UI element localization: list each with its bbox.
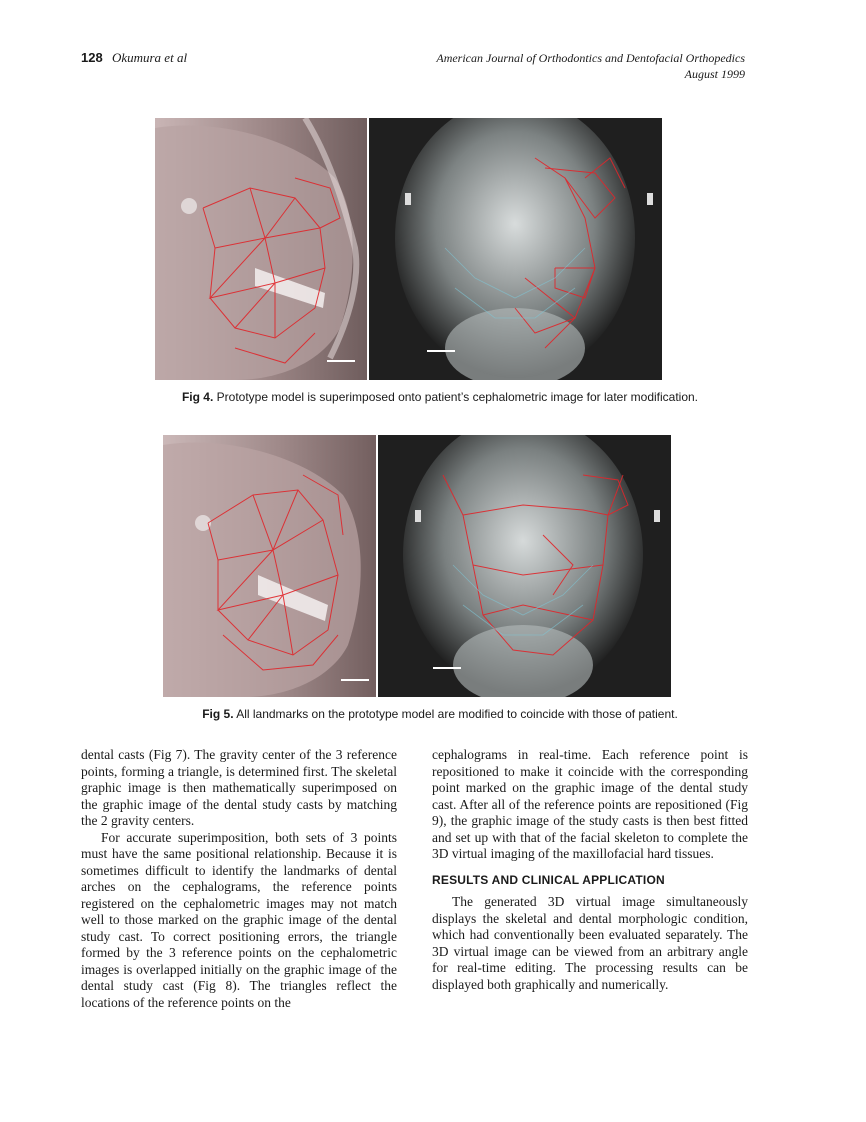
- section-heading: RESULTS AND CLINICAL APPLICATION: [432, 872, 665, 887]
- figure-4-label: Fig 4.: [181, 390, 214, 404]
- figure-4-image: [155, 118, 662, 380]
- figure-5-image: [163, 435, 671, 697]
- body-column-right: [432, 747, 748, 993]
- figure-5-caption: [0, 707, 866, 721]
- frontal-cephalogram-panel: [369, 118, 662, 380]
- running-header-right: [436, 50, 745, 82]
- section-paragraph: The generated 3D virtual image simultaneously displays the skeletal and dental morphologic condition, which had conventionally been evaluated separately. The 3D virtual image can be viewed from an arbitrary angle for real-time editing. The processing results can be displayed both graphically and numerically.: [432, 894, 748, 992]
- figure-5-caption-text: All landmarks on the prototype model are modified to coincide with those of patient.: [236, 707, 678, 721]
- body-column-left: [81, 747, 397, 1011]
- frontal-cephalogram-panel: [378, 435, 671, 697]
- running-authors: Okumura et al: [111, 50, 188, 65]
- figure-4: [155, 118, 662, 380]
- left-paragraph-1: dental casts (Fig 7). The gravity center of the 3 reference points, forming a triangle, is determined first. The skeletal graphic image is then mathematically superimposed on the graphic image of the dental study casts by matching the 2 gravity centers.: [81, 747, 397, 828]
- journal-issue: August 1999: [684, 67, 745, 81]
- left-paragraph-2: For accurate superimposition, both sets of 3 points must have the same positional relationship. Because it is sometimes difficult to identify the landmarks of dental arches on the cephalograms, the reference points registered on the cephalometric images may not match well to those marked on the graphic image of the dental study cast. To correct positioning errors, the triangle formed by the 3 reference points on the cephalometric images is overlapped initially on the graphic image of the dental study cast (Fig 8). The triangles reflect the locations of the reference points on the: [81, 829, 397, 1010]
- figure-4-caption-text: Prototype model is superimposed onto patient’s cephalometric image for later modification.: [216, 390, 699, 404]
- figure-5: [163, 435, 671, 697]
- right-paragraph-1: cephalograms in real-time. Each reference point is repositioned to make it coincide with the corresponding point marked on the graphic image of the dental study cast. After all of the reference points are repositioned (Fig 9), the graphic image of the study casts is then best fitted and set up with that of the facial skeleton to complete the 3D virtual imaging of the maxillofacial hard tissues.: [432, 747, 748, 861]
- running-header-left: [81, 50, 187, 66]
- figure-4-caption: [0, 390, 866, 404]
- lateral-cephalogram-panel: [155, 118, 367, 380]
- lateral-cephalogram-panel: [163, 435, 376, 697]
- figure-5-label: Fig 5.: [202, 707, 234, 721]
- journal-title: American Journal of Orthodontics and Dentofacial Orthopedics: [436, 51, 745, 65]
- page-number: 128: [81, 50, 103, 65]
